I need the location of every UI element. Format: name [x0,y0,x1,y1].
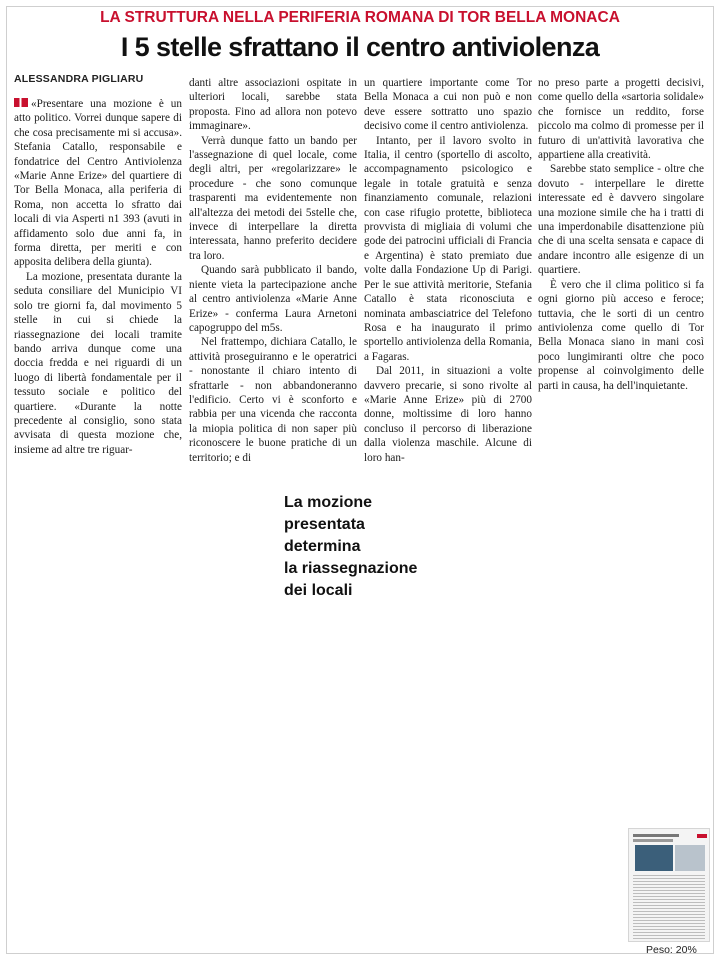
section-marker-icon [14,98,28,107]
thumbnail-text-lines [633,875,705,939]
pull-quote-line: La mozione [284,494,373,511]
paragraph: Nel frattempo, dichiara Catallo, le attività proseguiranno e le operatrici - nonostante il chiaro intento di sfrattarle - non abbandoneranno l'edificio. Certo vi è sconforto e rabbia per una vicenda che racconta la miopia politica di non saper più riconoscere le buone pratiche di un territorio; e di [189,336,357,464]
paragraph: un quartiere importante come Tor Bella Monaca a cui non può e non deve essere sottratto uno spazio decisivo come il centro antiviolenza. [364,77,532,133]
paragraph: Quando sarà pubblicato il bando, niente vieta la partecipazione anche al centro antiviolenza «Marie Anne Erize» - conferma Laura Arnetoni capogruppo del m5s. [189,264,357,334]
article-column-1 [14,97,182,477]
paragraph: La mozione, presentata durante la seduta consiliare del Municipio VI solo tre giorni fa, dal movimento 5 stelle in cui si chiede la riassegnazione dei locali tramite bando arriva dunque come una doccia fredda e nei riguardi di un luogo di libertà fondamentale per il tessuto sociale e politico del quartiere. «Durante la notte precedente al consiglio, sono stata avvisata di questa mozione che, insieme ad altre tre riguar- [14,270,182,456]
paragraph: Verrà dunque fatto un bando per l'assegnazione di quel locale, come degli altri, per «regolarizzare» le procedure - che sono comunque trasparenti ma evidentemente non all'altezza dei metodi dei 5stelle che, invece di interpellare la diretta interessata, hanno preferito decidere tra loro. [189,134,357,262]
paragraph: Intanto, per il lavoro svolto in Italia, il centro (sportello di ascolto, accompagnamento psicologico e legale in totale gratuità e senza finanziamento comunale, relazioni con case rifugio protette, biblioteca provvista di migliaia di volumi che gode dei patrocini ufficiali di Francia e Argentina) è stato premiato due volte dalla Fondazione Up di Parigi. Per le sue attività meritorie, Stefania Catallo è stata riconosciuta e nominata ambasciatrice del Telefono Rosa e ha inaugurato il primo sportello antiviolenza della Romania, a Fagaras. [364,134,532,363]
article-column-3 [364,76,532,481]
thumbnail-headline [633,834,679,837]
pull-quote-line: determina [284,538,361,555]
thumbnail-subheadline [633,839,673,842]
paragraph: Sarebbe stato semplice - oltre che dovuto - interpellare le dirette interessate ed è davvero singolare una mozione simile che ha i tratti di una imperdonabile disattenzione più che di una scelta sensata e capace di andare incontro alle esigenze di un quartiere. [538,163,704,277]
paragraph: È vero che il clima politico si fa ogni giorno più acceso e feroce; tuttavia, che le sorti di un centro antiviolenza come quello di Tor Bella Monaca siano in mani così poco lungimiranti oltre che poco propense al coinvolgimento delle parti in causa, ha dell'inquietante. [538,278,704,392]
paragraph: «Presentare una mozione è un atto politico. Vorrei dunque sapere di che cosa precisamente mi si accusa». Stefania Catallo, responsabile e fondatrice del Centro Antiviolenza «Marie Anne Erize» del quartiere di Tor Bella Monaca, alla periferia di Roma, non accetta lo sfratto dai locali di via Asperti n1 393 (avuti in affidamento solo due anni fa, in forma diretta, per meriti e con apposita delibera della giunta). [14,98,182,269]
pull-quote [284,492,454,602]
article-column-2 [189,76,357,476]
page-thumbnail [628,828,710,942]
pull-quote-line: dei locali [284,582,353,599]
article-headline: I 5 stelle sfrattano il centro antiviolenza [120,32,600,62]
pull-quote-line: presentata [284,516,365,533]
paragraph: danti altre associazioni ospitate in ulteriori locali, sarebbe stata proposta. Fino ad allora non potevo immaginare». [189,77,357,133]
pull-quote-line: la riassegnazione [284,560,418,577]
article-byline: ALESSANDRA PIGLIARU [14,73,144,85]
thumbnail-photo [635,845,673,871]
thumbnail-photo-secondary [675,845,705,871]
thumbnail-accent [697,834,707,838]
article-column-4 [538,76,704,411]
article-kicker: LA STRUTTURA NELLA PERIFERIA ROMANA DI TOR BELLA MONACA [100,9,620,26]
paragraph: no preso parte a progetti decisivi, come quello della «sartoria solidale» che fornisce un reddito, forse piccolo ma colmo di promesse per il futuro di un'attività lavorativa che appartiene alla creatività. [538,77,704,162]
peso-label: Peso: 20% [646,944,697,956]
paragraph: Dal 2011, in situazioni a volte davvero precarie, si sono rivolte al «Marie Anne Erize» più di 2700 donne, moltissime di loro hanno concluso il percorso di liberazione dalla violenza maschile. Alcune di loro han- [364,365,532,464]
